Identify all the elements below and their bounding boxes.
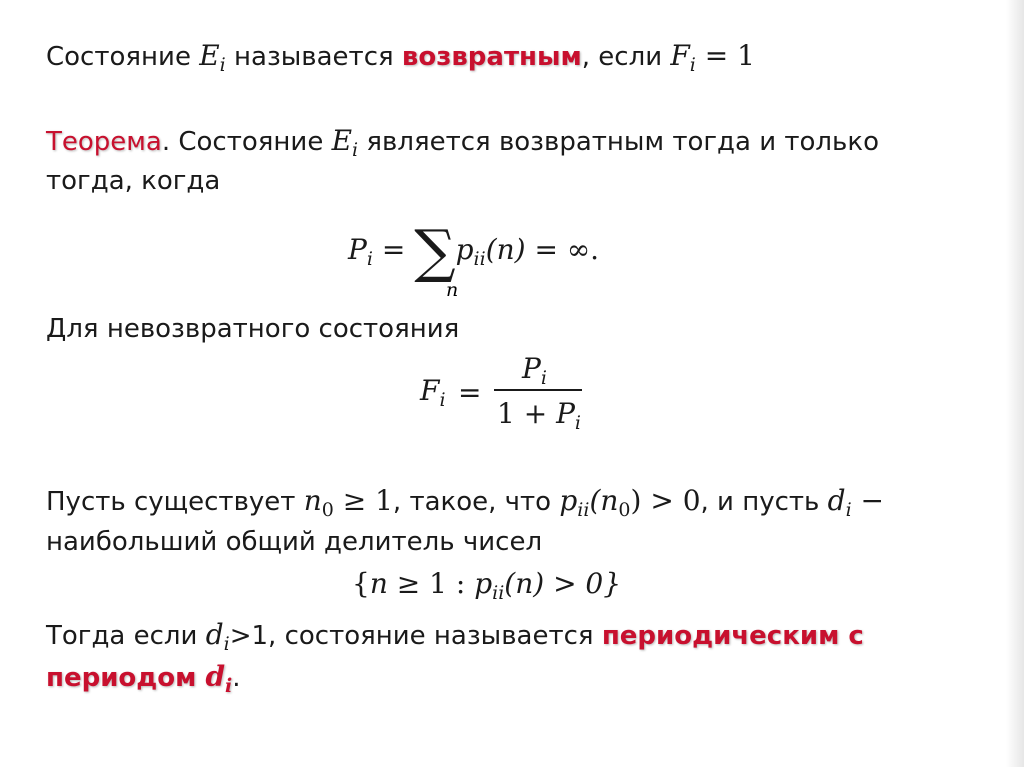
- fraction-bar: [494, 389, 582, 391]
- math-sub-i: i: [540, 367, 547, 389]
- text: называется: [225, 42, 402, 72]
- fraction-numerator: [522, 352, 547, 389]
- math-p: p: [559, 484, 578, 517]
- highlight-periodic: периодическим с: [601, 621, 864, 651]
- definition-recurrent: [46, 39, 755, 76]
- sigma-subscript: n: [446, 279, 459, 301]
- math-sub-i: i: [225, 675, 233, 697]
- text: Для невозвратного состояния: [46, 314, 460, 344]
- math-sub-i: i: [366, 248, 373, 270]
- formula-F-lhs: [420, 374, 446, 411]
- math-sub-i: i: [223, 633, 230, 655]
- math-arg: (n) > 0}: [504, 567, 622, 600]
- math-P: P: [556, 397, 575, 430]
- periodic-line-2: [46, 660, 241, 697]
- text: Тогда если: [46, 621, 206, 651]
- math-p: p: [474, 567, 493, 600]
- math-arg-open: (n: [589, 484, 619, 517]
- math-E: E: [331, 124, 353, 157]
- math-brace-open: {: [352, 567, 370, 600]
- theorem-line-1: [46, 124, 879, 161]
- formula-eq: =: [458, 376, 482, 409]
- text: является возвратным тогда и только: [358, 127, 879, 157]
- math-F: F: [670, 39, 690, 72]
- text: , если: [581, 42, 671, 72]
- transient-heading: [46, 316, 459, 342]
- math-n: n: [303, 484, 322, 517]
- math-sub-i: i: [574, 412, 581, 434]
- formula-sum: [348, 217, 600, 285]
- text: .: [232, 663, 241, 693]
- theorem-label: Теорема: [46, 127, 162, 157]
- math-eq: =: [372, 233, 415, 266]
- theorem-line-2: [46, 168, 220, 194]
- math-d: d: [205, 660, 226, 693]
- math-condition: ≥ 1 :: [387, 567, 475, 600]
- text: >1, состояние называется: [229, 621, 602, 651]
- text: Состояние: [46, 42, 200, 72]
- math-sub-i: i: [845, 499, 852, 521]
- math-sub-i: i: [439, 389, 446, 411]
- math-F: F: [420, 374, 440, 407]
- math-d: d: [205, 618, 224, 651]
- math-eq-one: = 1: [695, 39, 755, 72]
- text: . Состояние: [161, 127, 332, 157]
- math-sub-i: i: [689, 54, 696, 76]
- math-P: P: [522, 352, 541, 385]
- gcd-line-2: [46, 529, 542, 555]
- math-arg: (n): [485, 233, 526, 266]
- text: тогда, когда: [46, 166, 221, 196]
- text: наибольший общий делитель чисел: [46, 527, 543, 557]
- gcd-line-1: [46, 484, 885, 521]
- highlight-period: периодом: [46, 663, 206, 693]
- math-d: d: [827, 484, 846, 517]
- math-sub-ii: ii: [473, 248, 486, 270]
- math-n: n: [369, 567, 388, 600]
- slide-edge-shadow: [1006, 0, 1024, 767]
- fraction-denominator: [497, 397, 581, 434]
- math-dash: −: [851, 484, 885, 517]
- math-sub-zero: 0: [321, 499, 334, 521]
- sigma-symbol: ∑: [414, 217, 456, 285]
- math-P: P: [348, 233, 367, 266]
- math-sub-zero: 0: [618, 499, 631, 521]
- math-p: p: [455, 233, 474, 266]
- text: , и пусть: [700, 487, 828, 517]
- math-eq-infinity: = ∞.: [525, 233, 600, 266]
- math-gt-zero: ) > 0: [630, 484, 701, 517]
- math-sub-i: i: [352, 139, 359, 161]
- math-ge-one: ≥ 1: [333, 484, 393, 517]
- math-sub-i: i: [219, 54, 226, 76]
- formula-set: [352, 567, 622, 604]
- periodic-line-1: [46, 618, 864, 655]
- math-sub-ii: ii: [492, 582, 505, 604]
- math-E: E: [199, 39, 220, 72]
- highlight-recurrent: возвратным: [401, 42, 582, 72]
- math-one-plus: 1 +: [497, 397, 557, 430]
- text: , такое, что: [392, 487, 560, 517]
- math-sub-ii: ii: [577, 499, 590, 521]
- text: Пусть существует: [46, 487, 304, 517]
